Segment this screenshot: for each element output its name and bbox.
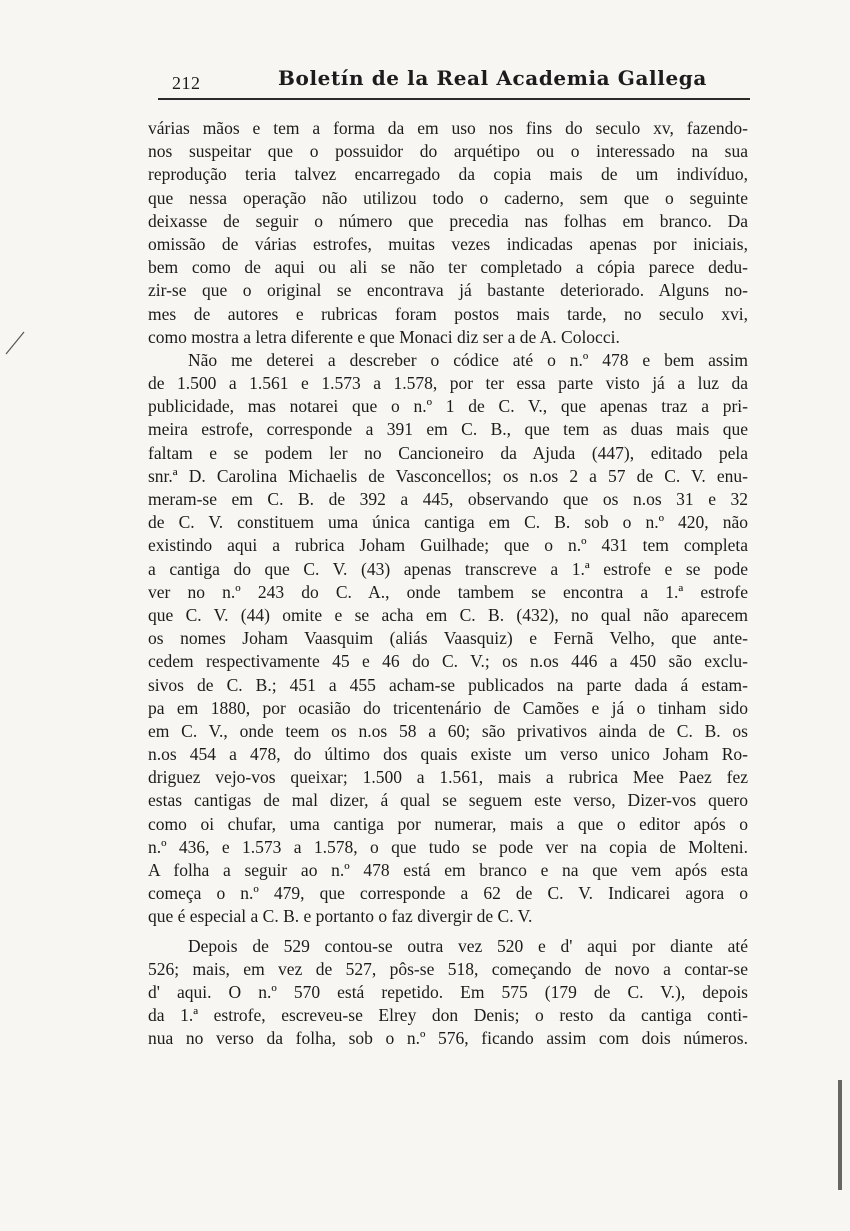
text-line: n.os 454 a 478, do último dos quais existe um verso unico Joham Ro- xyxy=(148,744,748,765)
text-line: que é especial a C. B. e portanto o faz divergir de C. V. xyxy=(148,906,533,927)
text-line: d' aqui. O n.º 570 está repetido. Em 575 (179 de C. V.), depois xyxy=(148,981,748,1002)
text-line: zir-se que o original se encontrava já bastante deteriorado. Alguns no- xyxy=(148,280,748,301)
text-line: A folha a seguir ao n.º 478 está em branco e na que vem após esta xyxy=(148,860,748,880)
body-text xyxy=(148,117,748,1051)
text-line: deixasse de seguir o número que precedia nas folhas em branco. Da xyxy=(148,210,748,231)
text-line: como mostra a letra diferente e que Monaci diz ser a de A. Colocci. xyxy=(148,326,620,347)
text-line: driguez vejo-vos queixar; 1.500 a 1.561, mais a rubrica Mee Paez fez xyxy=(148,767,748,788)
text-line: snr.ª D. Carolina Michaelis de Vasconcellos; os n.os 2 a 57 de C. V. enu- xyxy=(148,465,748,486)
text-line: Não me deterei a descreber o códice até o n.º 478 e bem assim xyxy=(188,349,748,370)
running-title: Boletín de la Real Academia Gallega xyxy=(278,66,707,90)
text-line: estas cantigas de mal dizer, á qual se seguem este verso, Dizer-vos quero xyxy=(148,790,748,811)
text-line: sivos de C. B.; 451 a 455 acham-se publicados na parte dada á estam- xyxy=(148,674,748,695)
text-line: mes de autores e rubricas foram postos mais tarde, no seculo xvi, xyxy=(148,303,748,324)
text-line: Depois de 529 contou-se outra vez 520 e d' aqui por diante até xyxy=(188,935,748,956)
text-line: faltam e se podem ler no Cancioneiro da Ajuda (447), editado pela xyxy=(148,442,748,463)
text-line: meira estrofe, corresponde a 391 em C. B., que tem as duas mais que xyxy=(148,419,748,440)
text-line: pa em 1880, por ocasião do tricentenário de Camões e já o tinham sido xyxy=(148,697,748,718)
text-line: de C. V. constituem uma única cantiga em C. B. sob o n.º 420, não xyxy=(148,512,748,533)
page-header xyxy=(158,66,750,100)
text-line: a cantiga do que C. V. (43) apenas transcreve a 1.ª estrofe e se pode xyxy=(148,558,748,579)
text-line: os nomes Joham Vaasquim (aliás Vaasquiz) e Fernã Velho, que ante- xyxy=(148,628,748,649)
text-line: bem como de aqui ou ali se não ter completado a cópia parece dedu- xyxy=(148,257,748,278)
text-line: em C. V., onde teem os n.os 58 a 60; são privativos ainda de C. B. os xyxy=(148,720,748,741)
text-line: n.º 436, e 1.573 a 1.578, o que tudo se pode ver na copia de Molteni. xyxy=(148,836,748,857)
text-line: existindo aqui a rubrica Joham Guilhade; que o n.º 431 tem completa xyxy=(148,535,748,556)
text-line: que C. V. (44) omite e se acha em C. B. (432), no qual não aparecem xyxy=(148,604,748,625)
margin-pencil-mark xyxy=(4,330,26,356)
text-line: cedem respectivamente 45 e 46 do C. V.; os n.os 446 a 450 são exclu- xyxy=(148,651,748,672)
text-line: de 1.500 a 1.561 e 1.573 a 1.578, por ter essa parte visto já a luz da xyxy=(148,373,748,394)
text-line: nos suspeitar que o possuidor do arquétipo ou o interessado na sua xyxy=(148,141,748,162)
text-line: nua no verso da folha, sob o n.º 576, ficando assim com dois números. xyxy=(148,1028,748,1049)
text-line: que nessa operação não utilizou todo o caderno, sem que o seguinte xyxy=(148,187,748,208)
text-line: ver no n.º 243 do C. A., onde tambem se encontra a 1.ª estrofe xyxy=(148,581,748,602)
text-line: como oi chufar, uma cantiga por numerar, mais a que o editor após o xyxy=(148,813,748,834)
page-edge-shadow xyxy=(838,1080,842,1190)
text-line: começa o n.º 479, que corresponde a 62 de C. V. Indicarei agora o xyxy=(148,883,748,904)
text-line: reprodução teria talvez encarregado da copia mais de um indivíduo, xyxy=(148,164,748,185)
page-number: 212 xyxy=(172,73,201,93)
text-line: publicidade, mas notarei que o n.º 1 de C. V., que apenas traz a pri- xyxy=(148,396,748,417)
text-line: omissão de várias estrofes, muitas vezes indicadas apenas por iniciais, xyxy=(148,233,748,254)
text-line: 526; mais, em vez de 527, pôs-se 518, começando de novo a contar-se xyxy=(148,958,748,979)
text-line: meram-se em C. B. de 392 a 445, observando que os n.os 31 e 32 xyxy=(148,489,748,509)
text-line: da 1.ª estrofe, escreveu-se Elrey don Denis; o resto da cantiga conti- xyxy=(148,1005,748,1026)
text-line: várias mãos e tem a forma da em uso nos fins do seculo xv, fazendo- xyxy=(148,118,748,138)
